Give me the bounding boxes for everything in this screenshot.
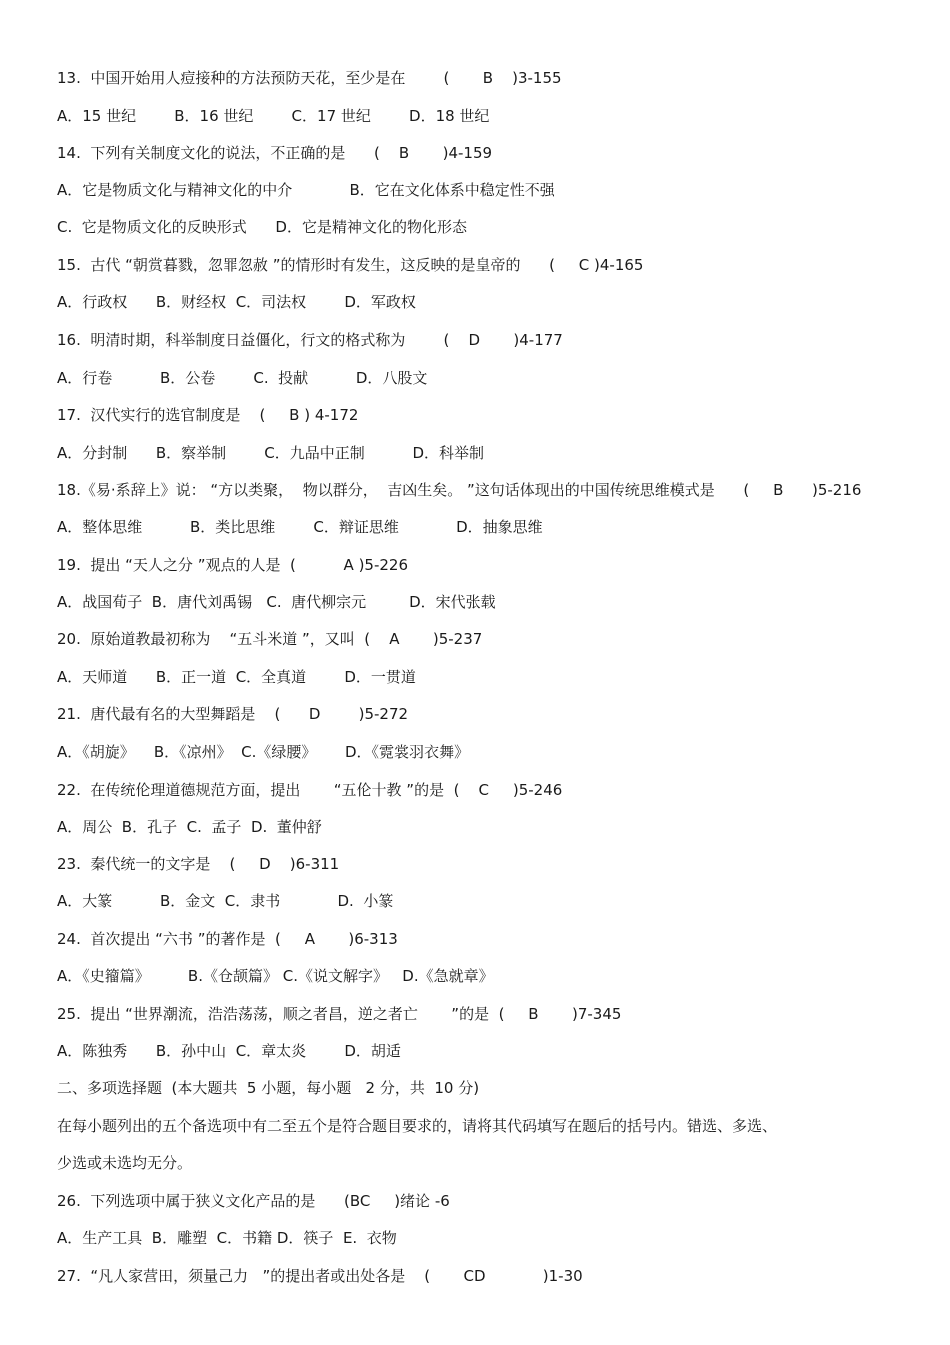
options-17: A．分封制 B．察举制 C．九品中正制 D．科举制	[57, 444, 485, 462]
question-26: 26. 下列选项中属于狭义文化产品的是 (BC )绪论 -6	[57, 1192, 450, 1210]
question-16: 16. 明清时期，科举制度日益僵化，行文的格式称为 ( D )4-177	[57, 331, 563, 349]
options-18: A．整体思维 B．类比思维 C．辩证思维 D．抽象思维	[57, 518, 543, 536]
question-24: 24. 首次提出 “六书 ”的著作是 ( A )6-313	[57, 930, 398, 948]
question-27: 27. “凡人家营田，须量己力 ”的提出者或出处各是 ( CD )1-30	[57, 1267, 583, 1285]
question-13: 13. 中国开始用人痘接种的方法预防天花，至少是在 ( B )3-155	[57, 69, 562, 87]
options-13: A．15 世纪 B．16 世纪 C．17 世纪 D．18 世纪	[57, 107, 490, 125]
options-20: A．天师道 B．正一道 C．全真道 D．一贯道	[57, 668, 416, 686]
question-23: 23. 秦代统一的文字是 ( D )6-311	[57, 855, 340, 873]
options-26: A．生产工具 B．雕塑 C．书籍 D．筷子 E. 衣物	[57, 1229, 397, 1247]
options-16: A．行卷 B．公卷 C. 投献 D．八股文	[57, 369, 428, 387]
question-14: 14. 下列有关制度文化的说法，不正确的是 ( B )4-159	[57, 144, 493, 162]
options-21: A．《胡旋》 B．《凉州》 C.《绿腰》 D．《霓裳羽衣舞》	[57, 743, 470, 761]
question-15: 15. 古代 “朝赏暮戮，忽罪忽赦 ”的情形时有发生，这反映的是皇帝的 ( C )4-165	[57, 256, 644, 274]
section-instructions-1: 在每小题列出的五个备选项中有二至五个是符合题目要求的，请将其代码填写在题后的括号内。错选、多选、	[57, 1117, 778, 1135]
question-18: 18.《易·系辞上》说： “方以类聚， 物以群分， 吉凶生矣。 ”这句话体现出的中国传统思维模式是 ( B )5-216	[57, 481, 862, 499]
options-14-ab: A．它是物质文化与精神文化的中介 B．它在文化体系中稳定性不强	[57, 181, 555, 199]
options-14-cd: C. 它是物质文化的反映形式 D．它是精神文化的物化形态	[57, 218, 467, 236]
question-25: 25. 提出 “世界潮流，浩浩荡荡，顺之者昌，逆之者亡 ”的是 ( B )7-345	[57, 1005, 622, 1023]
section-heading: 二、多项选择题 (本大题共 5 小题，每小题 2 分，共 10 分)	[57, 1079, 480, 1097]
question-21: 21. 唐代最有名的大型舞蹈是 ( D )5-272	[57, 705, 409, 723]
question-22: 22. 在传统伦理道德规范方面，提出 “五伦十教 ”的是 ( C )5-246	[57, 781, 563, 799]
options-24: A．《史籀篇》 B.《仓颉篇》 C.《说文解字》 D.《急就章》	[57, 967, 494, 985]
options-22: A．周公 B．孔子 C. 孟子 D. 董仲舒	[57, 818, 322, 836]
question-19: 19. 提出 “天人之分 ”观点的人是 ( A )5-226	[57, 556, 409, 574]
options-19: A．战国荀子 B．唐代刘禹锡 C. 唐代柳宗元 D．宋代张载	[57, 593, 496, 611]
question-20: 20. 原始道教最初称为 “五斗米道 ”，又叫 ( A )5-237	[57, 630, 483, 648]
options-23: A．大篆 B．金文 C．隶书 D. 小篆	[57, 892, 394, 910]
options-15: A．行政权 B．财经权 C．司法权 D．军政权	[57, 293, 416, 311]
options-25: A．陈独秀 B．孙中山 C．章太炎 D．胡适	[57, 1042, 401, 1060]
question-17: 17. 汉代实行的选官制度是 ( B ) 4-172	[57, 406, 359, 424]
section-instructions-2: 少选或未选均无分。	[57, 1154, 193, 1172]
